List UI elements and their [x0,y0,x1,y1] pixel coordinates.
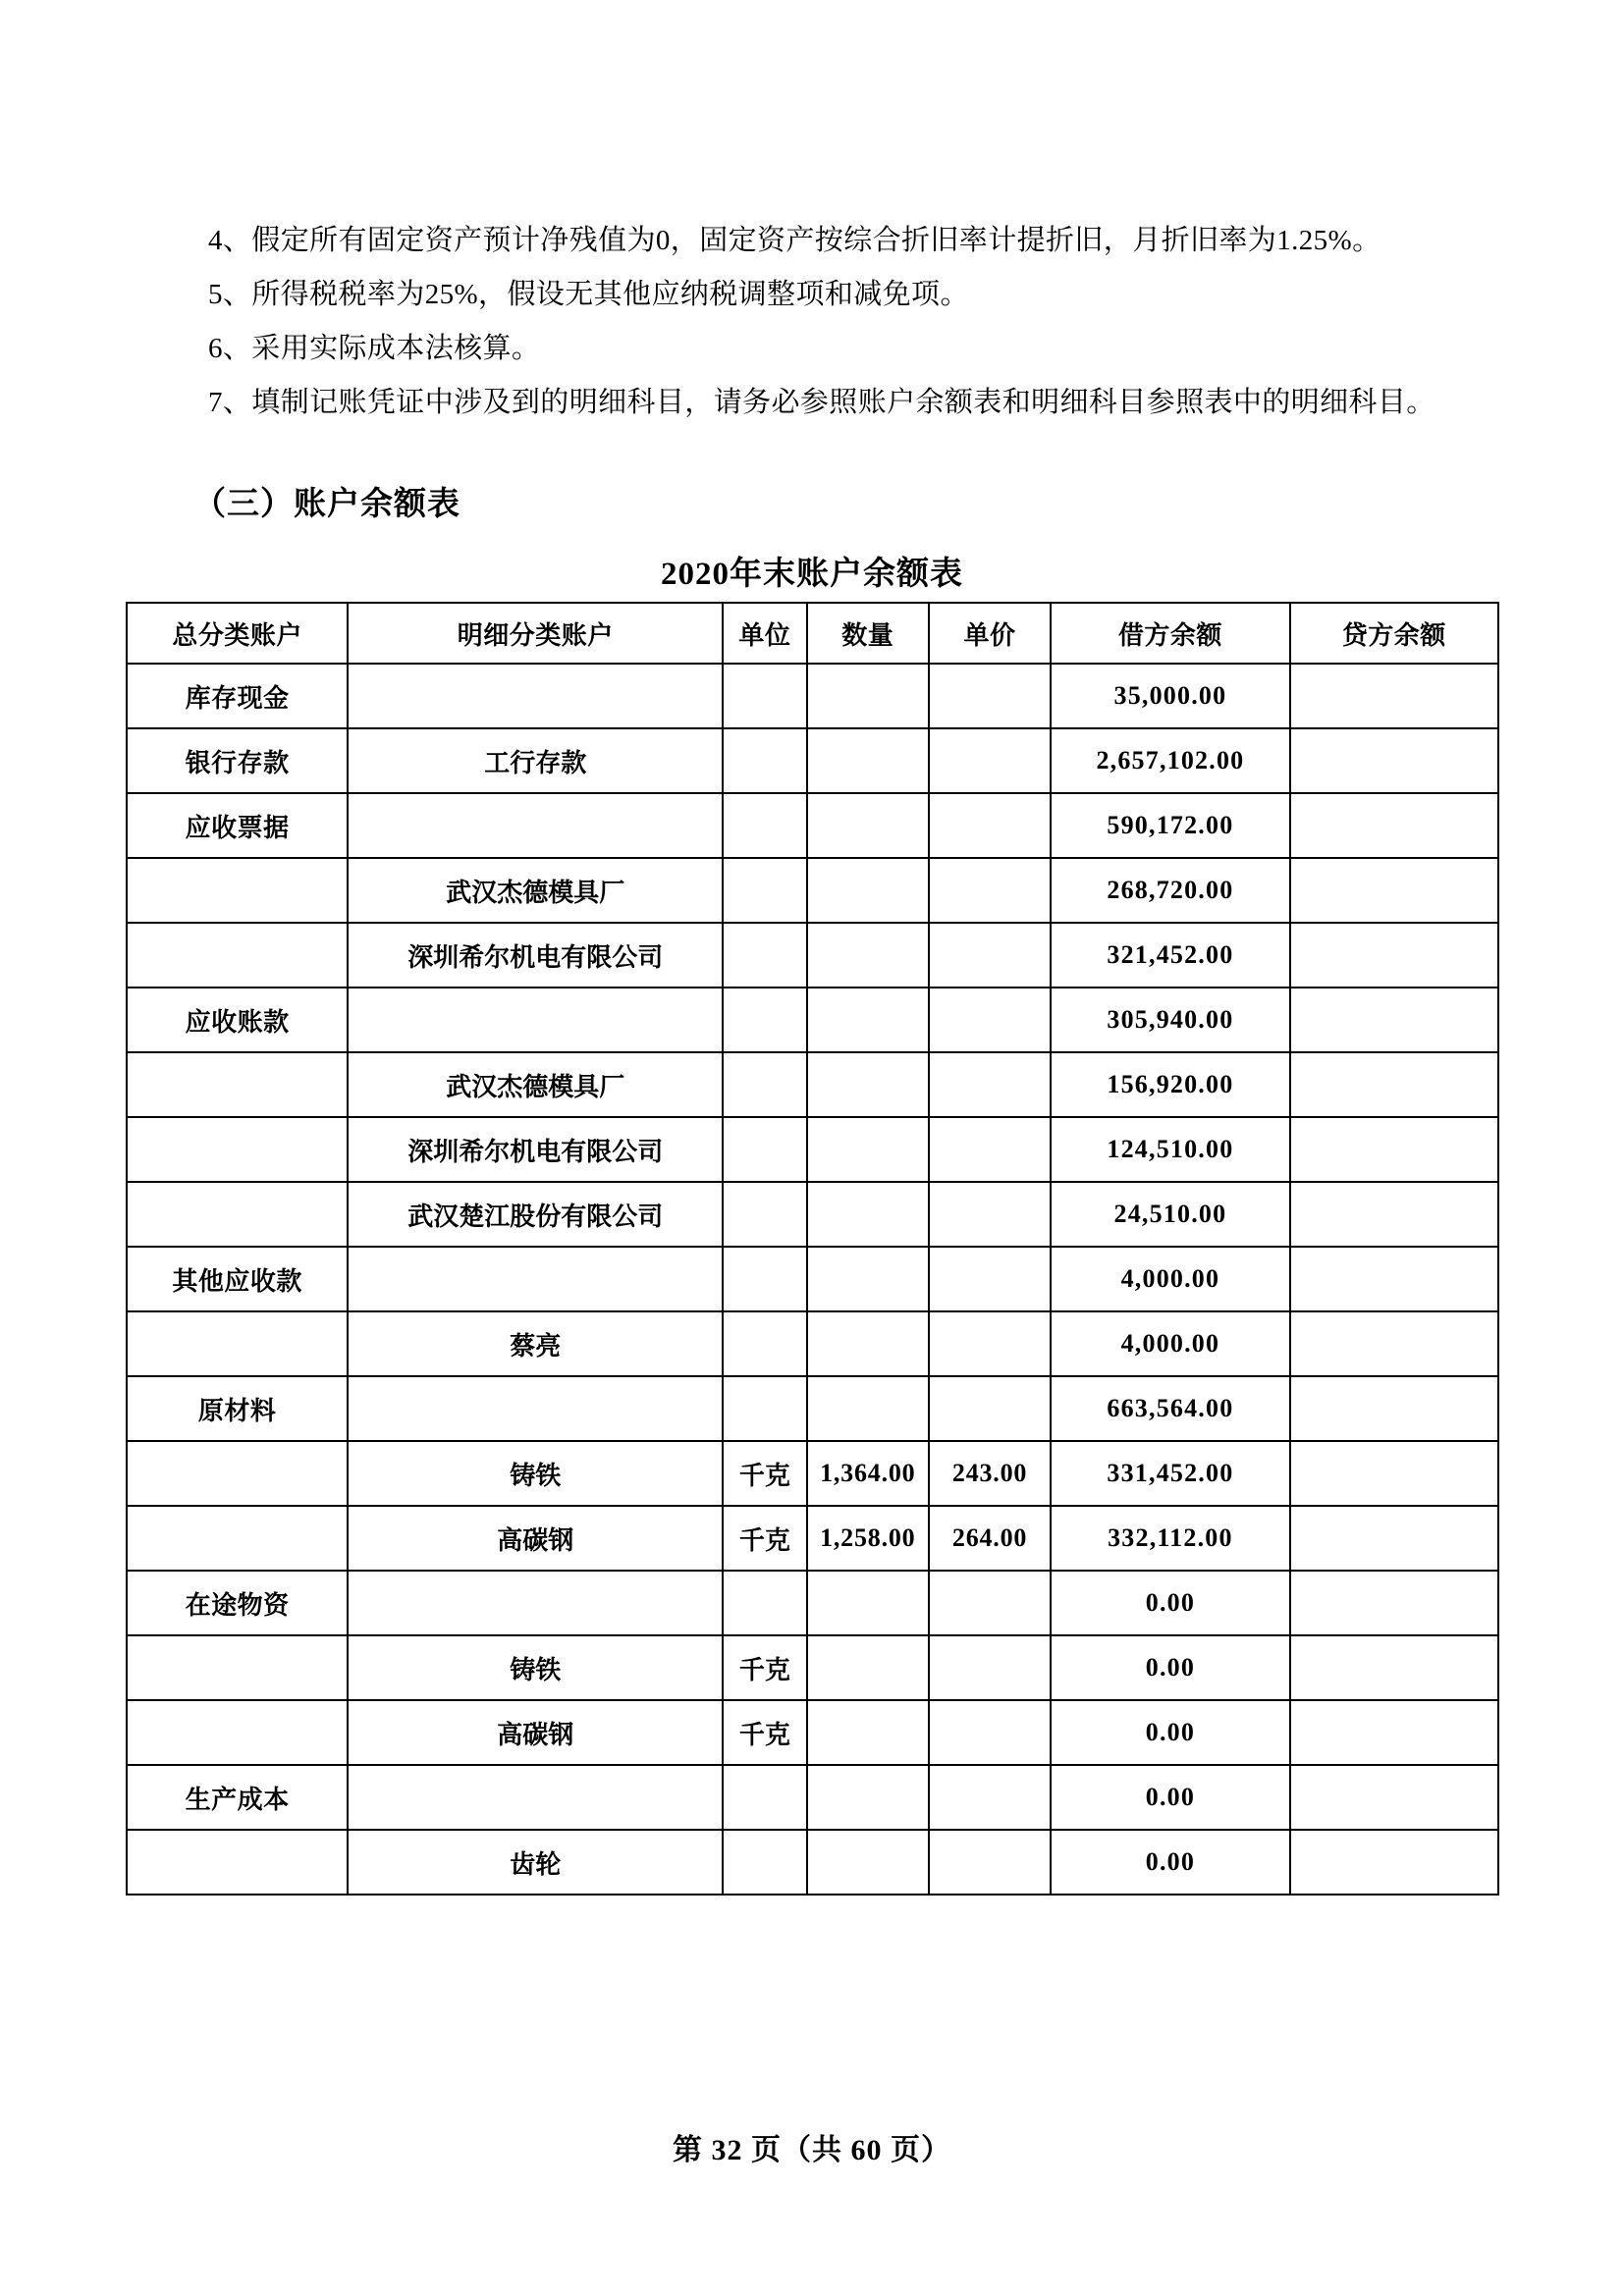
cell-unit-price [929,1765,1051,1830]
cell-subsidiary-ledger: 齿轮 [348,1830,723,1895]
cell-unit [723,1247,806,1311]
cell-unit [723,728,806,793]
column-header-subsidiary-ledger: 明细分类账户 [348,603,723,664]
table-title: 2020年末账户余额表 [661,557,963,592]
cell-debit-balance: 156,920.00 [1051,1052,1289,1117]
table-row [127,1182,1498,1247]
cell-subsidiary-ledger [348,1765,723,1830]
cell-quantity: 1,258.00 [807,1506,929,1571]
table-body [127,664,1498,1895]
cell-debit-balance: 321,452.00 [1051,923,1289,988]
cell-subsidiary-ledger [348,664,723,728]
cell-subsidiary-ledger: 铸铁 [348,1635,723,1700]
column-header-unit-price: 单价 [929,603,1051,664]
cell-unit-price: 243.00 [929,1441,1051,1506]
column-header-credit-balance: 贷方余额 [1290,603,1498,664]
cell-credit-balance [1290,1506,1498,1571]
cell-unit-price [929,1830,1051,1895]
cell-debit-balance: 331,452.00 [1051,1441,1289,1506]
cell-debit-balance: 0.00 [1051,1765,1289,1830]
cell-debit-balance: 4,000.00 [1051,1311,1289,1376]
table-header [127,603,1498,664]
cell-general-ledger: 其他应收款 [127,1247,348,1311]
cell-credit-balance [1290,1376,1498,1441]
table-row [127,1376,1498,1441]
table-row [127,1247,1498,1311]
cell-subsidiary-ledger [348,1571,723,1635]
table-row [127,1635,1498,1700]
cell-unit [723,858,806,923]
cell-unit-price [929,1376,1051,1441]
cell-unit [723,1376,806,1441]
cell-subsidiary-ledger: 工行存款 [348,728,723,793]
cell-quantity [807,1247,929,1311]
cell-general-ledger [127,858,348,923]
cell-subsidiary-ledger [348,793,723,858]
table-header-row [127,603,1498,664]
table-row [127,1506,1498,1571]
note-item-7: 7、填制记账凭证中涉及到的明细科目，请务必参照账户余额表和明细科目参照表中的明细科目。 [208,387,1435,418]
cell-general-ledger [127,1052,348,1117]
cell-general-ledger [127,1117,348,1182]
cell-general-ledger [127,1311,348,1376]
table-row [127,1571,1498,1635]
cell-unit-price [929,1311,1051,1376]
cell-credit-balance [1290,858,1498,923]
table-row [127,858,1498,923]
cell-general-ledger [127,923,348,988]
cell-quantity [807,923,929,988]
table-row [127,988,1498,1052]
cell-general-ledger [127,1182,348,1247]
cell-unit [723,1311,806,1376]
account-balance-table [126,602,1499,1896]
cell-quantity [807,1117,929,1182]
cell-credit-balance [1290,1635,1498,1700]
cell-unit-price [929,664,1051,728]
cell-unit: 千克 [723,1441,806,1506]
cell-quantity [807,1182,929,1247]
cell-unit-price [929,988,1051,1052]
table-row [127,664,1498,728]
cell-quantity [807,1635,929,1700]
table-row [127,1700,1498,1765]
cell-quantity [807,858,929,923]
cell-unit-price [929,1635,1051,1700]
table-row [127,793,1498,858]
cell-quantity [807,1052,929,1117]
cell-general-ledger [127,1506,348,1571]
cell-debit-balance: 332,112.00 [1051,1506,1289,1571]
cell-subsidiary-ledger [348,1376,723,1441]
table-row [127,1052,1498,1117]
cell-unit [723,1117,806,1182]
cell-credit-balance [1290,923,1498,988]
column-header-unit: 单位 [723,603,806,664]
cell-general-ledger: 应收账款 [127,988,348,1052]
cell-unit: 千克 [723,1700,806,1765]
cell-quantity [807,728,929,793]
cell-quantity [807,1571,929,1635]
cell-subsidiary-ledger: 高碳钢 [348,1700,723,1765]
cell-general-ledger: 银行存款 [127,728,348,793]
cell-subsidiary-ledger: 武汉杰德模具厂 [348,858,723,923]
cell-subsidiary-ledger [348,1247,723,1311]
cell-quantity [807,793,929,858]
cell-quantity [807,1765,929,1830]
cell-general-ledger: 库存现金 [127,664,348,728]
cell-debit-balance: 24,510.00 [1051,1182,1289,1247]
cell-unit [723,1765,806,1830]
column-header-general-ledger: 总分类账户 [127,603,348,664]
cell-unit-price [929,1182,1051,1247]
cell-unit-price [929,1052,1051,1117]
cell-credit-balance [1290,1441,1498,1506]
cell-unit [723,664,806,728]
table-row [127,1311,1498,1376]
cell-credit-balance [1290,1700,1498,1765]
cell-quantity [807,988,929,1052]
cell-credit-balance [1290,793,1498,858]
cell-credit-balance [1290,728,1498,793]
table-row [127,1830,1498,1895]
cell-credit-balance [1290,1571,1498,1635]
cell-debit-balance: 0.00 [1051,1830,1289,1895]
page-footer: 第 32 页（共 60 页） [673,2134,951,2166]
cell-subsidiary-ledger: 深圳希尔机电有限公司 [348,1117,723,1182]
cell-general-ledger [127,1441,348,1506]
cell-debit-balance: 124,510.00 [1051,1117,1289,1182]
cell-credit-balance [1290,1182,1498,1247]
note-item-5: 5、所得税税率为25%，假设无其他应纳税调整项和减免项。 [208,279,969,310]
cell-unit: 千克 [723,1635,806,1700]
cell-quantity [807,1311,929,1376]
cell-unit: 千克 [723,1506,806,1571]
cell-unit [723,923,806,988]
cell-unit [723,988,806,1052]
cell-general-ledger: 原材料 [127,1376,348,1441]
table-row [127,923,1498,988]
cell-debit-balance: 663,564.00 [1051,1376,1289,1441]
cell-subsidiary-ledger: 武汉楚江股份有限公司 [348,1182,723,1247]
cell-credit-balance [1290,988,1498,1052]
cell-unit-price [929,1117,1051,1182]
cell-quantity [807,1700,929,1765]
cell-debit-balance: 0.00 [1051,1571,1289,1635]
cell-unit-price [929,858,1051,923]
cell-quantity: 1,364.00 [807,1441,929,1506]
cell-debit-balance: 305,940.00 [1051,988,1289,1052]
cell-credit-balance [1290,1830,1498,1895]
cell-subsidiary-ledger: 深圳希尔机电有限公司 [348,923,723,988]
cell-subsidiary-ledger: 铸铁 [348,1441,723,1506]
section-heading-account-balance: （三）账户余额表 [193,487,460,522]
cell-subsidiary-ledger: 高碳钢 [348,1506,723,1571]
cell-unit [723,1571,806,1635]
cell-debit-balance: 35,000.00 [1051,664,1289,728]
table-row [127,1441,1498,1506]
cell-general-ledger: 在途物资 [127,1571,348,1635]
cell-quantity [807,1376,929,1441]
cell-general-ledger [127,1700,348,1765]
cell-unit-price [929,1700,1051,1765]
column-header-quantity: 数量 [807,603,929,664]
cell-credit-balance [1290,664,1498,728]
cell-unit [723,1830,806,1895]
cell-credit-balance [1290,1311,1498,1376]
cell-debit-balance: 4,000.00 [1051,1247,1289,1311]
cell-credit-balance [1290,1117,1498,1182]
table-row [127,728,1498,793]
cell-debit-balance: 0.00 [1051,1635,1289,1700]
cell-credit-balance [1290,1052,1498,1117]
cell-quantity [807,664,929,728]
column-header-debit-balance: 借方余额 [1051,603,1289,664]
assumptions-notes-block [165,214,1461,430]
cell-subsidiary-ledger: 蔡亮 [348,1311,723,1376]
table-row [127,1117,1498,1182]
cell-unit-price [929,1247,1051,1311]
cell-unit-price [929,793,1051,858]
note-item-6: 6、采用实际成本法核算。 [208,333,541,364]
cell-general-ledger [127,1635,348,1700]
cell-general-ledger: 应收票据 [127,793,348,858]
cell-credit-balance [1290,1247,1498,1311]
cell-unit [723,793,806,858]
cell-subsidiary-ledger [348,988,723,1052]
cell-debit-balance: 0.00 [1051,1700,1289,1765]
cell-unit-price [929,1571,1051,1635]
cell-unit-price [929,728,1051,793]
cell-unit [723,1052,806,1117]
cell-subsidiary-ledger: 武汉杰德模具厂 [348,1052,723,1117]
cell-debit-balance: 2,657,102.00 [1051,728,1289,793]
cell-unit-price [929,923,1051,988]
cell-credit-balance [1290,1765,1498,1830]
cell-general-ledger [127,1830,348,1895]
cell-debit-balance: 268,720.00 [1051,858,1289,923]
cell-general-ledger: 生产成本 [127,1765,348,1830]
cell-quantity [807,1830,929,1895]
table-row [127,1765,1498,1830]
note-item-4: 4、假定所有固定资产预计净残值为0，固定资产按综合折旧率计提折旧，月折旧率为1.25%。 [208,225,1381,256]
cell-unit-price: 264.00 [929,1506,1051,1571]
cell-debit-balance: 590,172.00 [1051,793,1289,858]
cell-unit [723,1182,806,1247]
